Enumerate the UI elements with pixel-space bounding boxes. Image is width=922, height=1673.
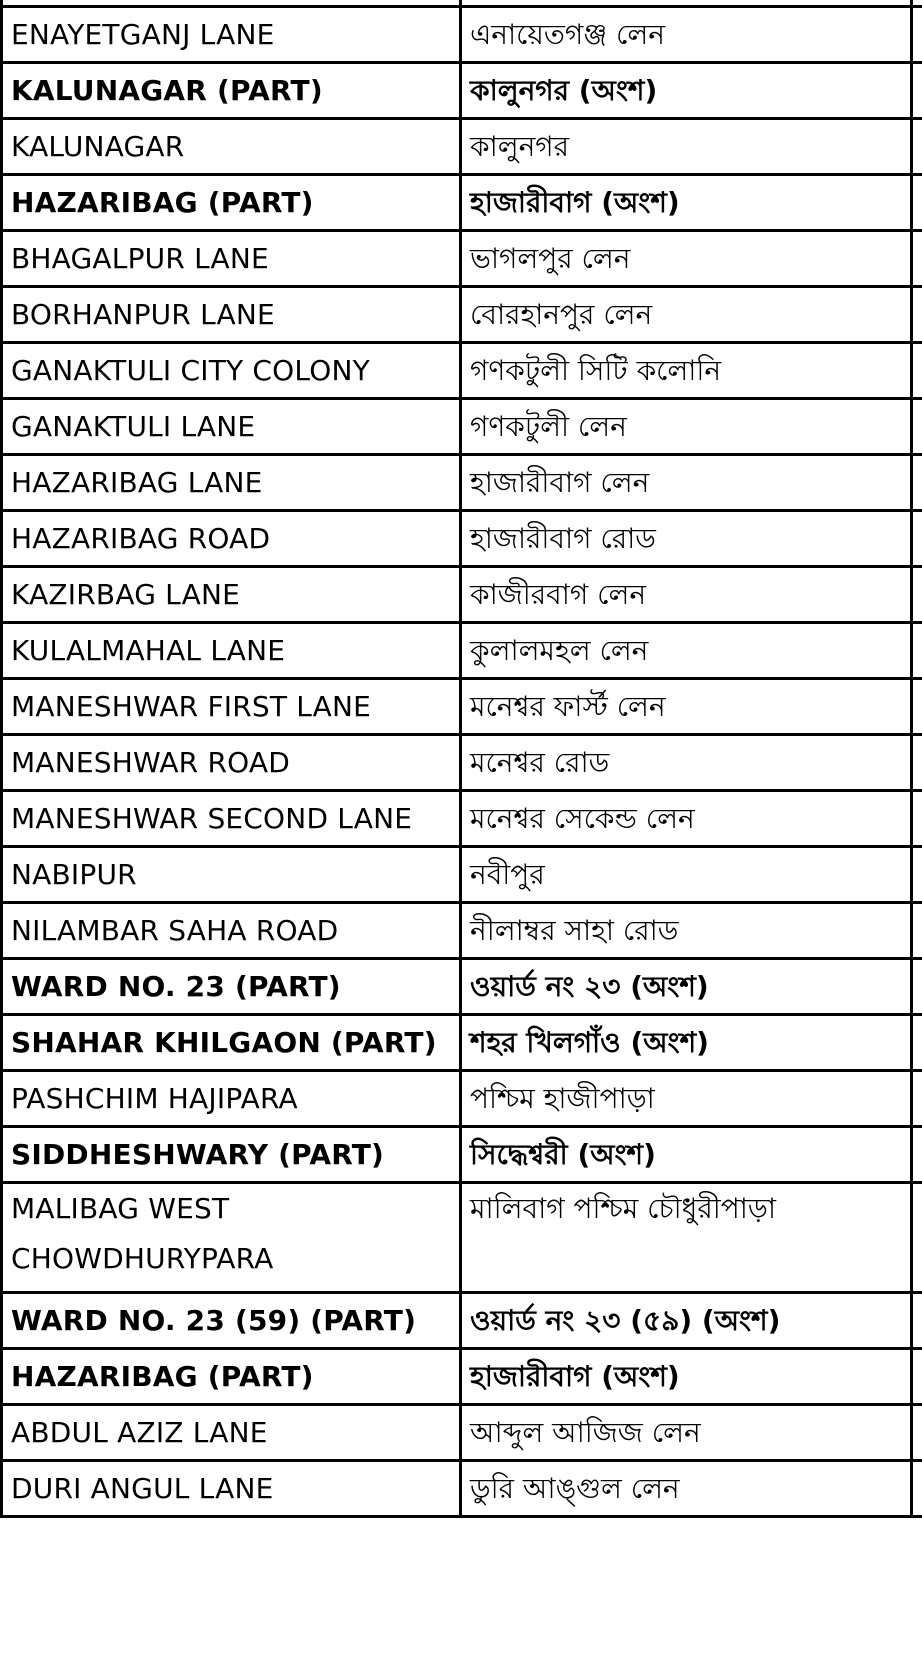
bengali-name-cell: এনায়েতগঞ্জ লেন <box>461 7 912 63</box>
table-row <box>2 1349 922 1405</box>
bengali-name-cell: ওয়ার্ড নং ২৩ (৫৯) (অংশ) <box>461 1293 912 1349</box>
english-name-cell: NILAMBAR SAHA ROAD <box>2 903 461 959</box>
table-row <box>2 287 922 343</box>
table-row <box>2 1183 922 1293</box>
bengali-name-cell: হাজারীবাগ (অংশ) <box>461 1349 912 1405</box>
english-name-cell: KALUNAGAR (PART) <box>2 63 461 119</box>
table-cell-edge <box>912 287 922 343</box>
bengali-name-cell: বোরহানপুর লেন <box>461 287 912 343</box>
bengali-name-cell: ডুরি আঙ্গুল লেন <box>461 1461 912 1517</box>
table-cell-edge <box>912 231 922 287</box>
english-name-cell: KAZIRBAG LANE <box>2 567 461 623</box>
table-row <box>2 903 922 959</box>
bengali-name-cell: কাজীরবাগ লেন <box>461 567 912 623</box>
bengali-name-cell: মনেশ্বর ফার্স্ট লেন <box>461 679 912 735</box>
bengali-name-cell: ভাগলপুর লেন <box>461 231 912 287</box>
table-row <box>2 679 922 735</box>
table-row <box>2 119 922 175</box>
table-row <box>2 791 922 847</box>
bengali-name-cell: শহর খিলগাঁও (অংশ) <box>461 1015 912 1071</box>
table-cell-edge <box>912 1015 922 1071</box>
table-cell-edge <box>912 1405 922 1461</box>
table-cell-edge <box>912 63 922 119</box>
bengali-name-cell: কুলালমহল লেন <box>461 623 912 679</box>
bengali-name-cell: ওয়ার্ড নং ২৩ (অংশ) <box>461 959 912 1015</box>
english-name-cell: BHAGALPUR LANE <box>2 231 461 287</box>
bengali-name-cell: কালুনগর (অংশ) <box>461 63 912 119</box>
table-row <box>2 231 922 287</box>
english-name-cell: MANESHWAR FIRST LANE <box>2 679 461 735</box>
table-cell-edge <box>912 1293 922 1349</box>
table-row <box>2 511 922 567</box>
english-name-cell: NABIPUR <box>2 847 461 903</box>
table-row <box>2 735 922 791</box>
table-row <box>2 959 922 1015</box>
english-name-cell: HAZARIBAG (PART) <box>2 1349 461 1405</box>
table-cell-edge <box>912 1461 922 1517</box>
bengali-name-cell: মনেশ্বর সেকেন্ড লেন <box>461 791 912 847</box>
table-cell-edge <box>912 7 922 63</box>
bengali-name-cell: কালুনগর <box>461 119 912 175</box>
table-cell-edge <box>912 175 922 231</box>
english-name-cell: DURI ANGUL LANE <box>2 1461 461 1517</box>
english-name-cell: GANAKTULI CITY COLONY <box>2 343 461 399</box>
english-name-cell: MANESHWAR ROAD <box>2 735 461 791</box>
english-name-cell: HAZARIBAG LANE <box>2 455 461 511</box>
table-row <box>2 455 922 511</box>
table-row <box>2 623 922 679</box>
english-name-cell: HAZARIBAG ROAD <box>2 511 461 567</box>
bengali-name-cell: গণকটুলী সিটি কলোনি <box>461 343 912 399</box>
english-name-cell: BORHANPUR LANE <box>2 287 461 343</box>
english-name-cell: SHAHAR KHILGAON (PART) <box>2 1015 461 1071</box>
table-row <box>2 1461 922 1517</box>
english-name-cell: WARD NO. 23 (PART) <box>2 959 461 1015</box>
table-cell-edge <box>912 1349 922 1405</box>
table-row <box>2 1015 922 1071</box>
table-cell-edge <box>912 343 922 399</box>
english-name-cell: ABDUL AZIZ LANE <box>2 1405 461 1461</box>
table-row <box>2 7 922 63</box>
table-cell-edge <box>912 735 922 791</box>
table-cell-edge <box>912 455 922 511</box>
table-cell-edge <box>912 903 922 959</box>
table-row <box>2 1405 922 1461</box>
table-cell-edge <box>912 399 922 455</box>
table-cell-edge <box>912 119 922 175</box>
bengali-name-cell: হাজারীবাগ (অংশ) <box>461 175 912 231</box>
bengali-name-cell: সিদ্ধেশ্বরী (অংশ) <box>461 1127 912 1183</box>
english-name-cell: HAZARIBAG (PART) <box>2 175 461 231</box>
bengali-name-cell: মালিবাগ পশ্চিম চৌধুরীপাড়া <box>461 1183 912 1293</box>
english-name-cell: MALIBAG WEST CHOWDHURYPARA <box>2 1183 461 1293</box>
table-cell-edge <box>912 791 922 847</box>
table-cell-edge <box>912 567 922 623</box>
english-name-cell: KULALMAHAL LANE <box>2 623 461 679</box>
bengali-name-cell: পশ্চিম হাজীপাড়া <box>461 1071 912 1127</box>
table-cell-edge <box>912 1127 922 1183</box>
bengali-name-cell: হাজারীবাগ লেন <box>461 455 912 511</box>
table-row <box>2 63 922 119</box>
english-name-cell: WARD NO. 23 (59) (PART) <box>2 1293 461 1349</box>
bengali-name-cell: নীলাম্বর সাহা রোড <box>461 903 912 959</box>
table-row <box>2 847 922 903</box>
table-cell-edge <box>912 847 922 903</box>
english-name-cell: GANAKTULI LANE <box>2 399 461 455</box>
bengali-name-cell: হাজারীবাগ রোড <box>461 511 912 567</box>
english-name-cell: SIDDHESHWARY (PART) <box>2 1127 461 1183</box>
table-cell-edge <box>912 1183 922 1293</box>
english-name-cell: MANESHWAR SECOND LANE <box>2 791 461 847</box>
table-cell-edge <box>912 959 922 1015</box>
bengali-name-cell: আব্দুল আজিজ লেন <box>461 1405 912 1461</box>
english-name-cell: ENAYETGANJ LANE <box>2 7 461 63</box>
table-cell-edge <box>912 511 922 567</box>
table-row <box>2 1293 922 1349</box>
table-row <box>2 343 922 399</box>
bengali-name-cell: মনেশ্বর রোড <box>461 735 912 791</box>
table-cell-edge <box>912 679 922 735</box>
area-table-body <box>2 0 922 1517</box>
table-row <box>2 1127 922 1183</box>
table-row <box>2 567 922 623</box>
table-cell-edge <box>912 1071 922 1127</box>
table-row <box>2 1071 922 1127</box>
english-name-cell: PASHCHIM HAJIPARA <box>2 1071 461 1127</box>
table-cell-edge <box>912 623 922 679</box>
table-row <box>2 175 922 231</box>
bengali-name-cell: গণকটুলী লেন <box>461 399 912 455</box>
table-row <box>2 399 922 455</box>
english-name-cell: KALUNAGAR <box>2 119 461 175</box>
bengali-name-cell: নবীপুর <box>461 847 912 903</box>
